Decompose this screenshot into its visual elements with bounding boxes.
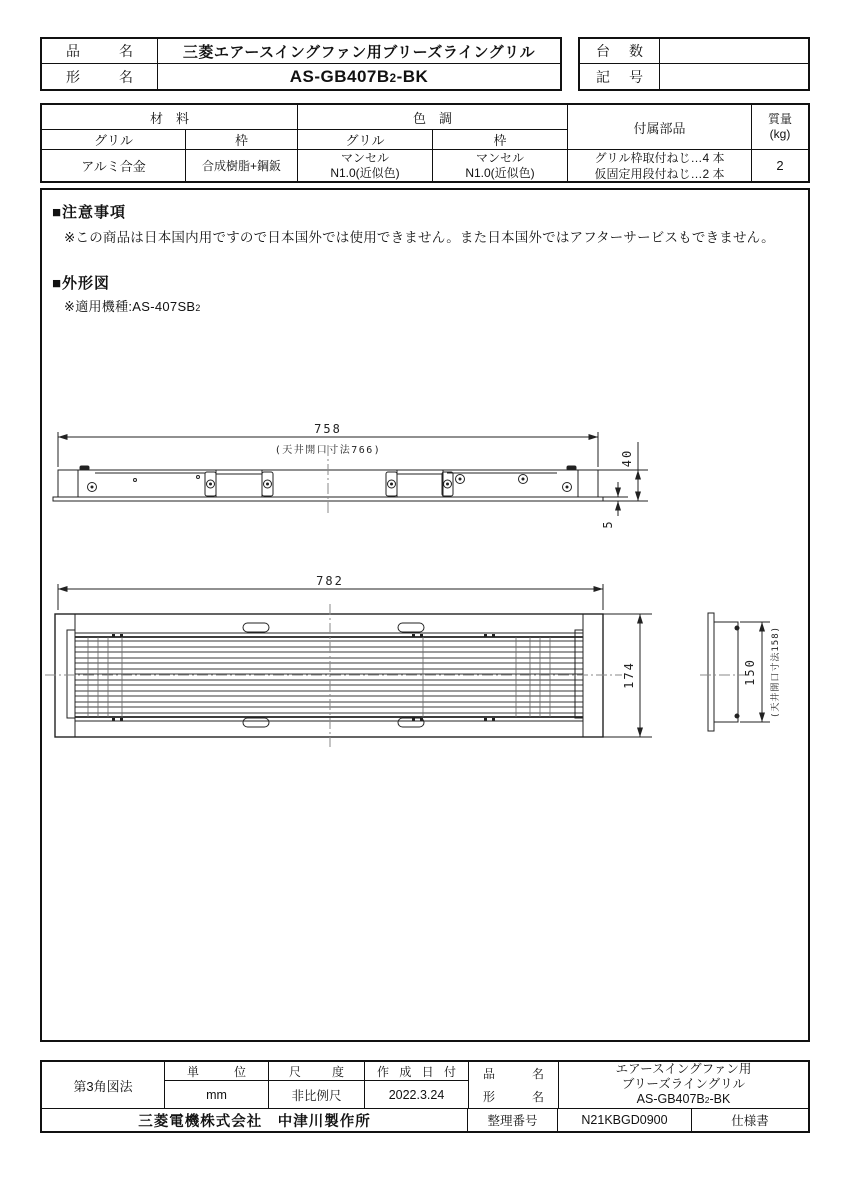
notes-heading: ■注意事項 — [52, 204, 127, 221]
side-view-step-dim: 5 — [601, 519, 615, 529]
projection-label: 第3角図法 — [73, 1078, 133, 1094]
doc-type: 仕様書 — [731, 1114, 769, 1128]
model-name-cell — [158, 64, 560, 89]
side-view-width-dim: 758 — [314, 422, 342, 436]
color-header: 色 調 — [412, 110, 452, 126]
symbol-label: 記号 — [596, 68, 643, 85]
accessories-cell — [568, 150, 752, 181]
side-view-opening-note: (天井開口寸法766) — [274, 445, 382, 456]
footer-product-cell — [559, 1062, 808, 1108]
product-name-cell — [158, 39, 560, 64]
material-header: 材 料 — [149, 110, 189, 126]
mass-header-1: 質量 — [767, 112, 792, 126]
mass-header-cell — [752, 105, 808, 150]
outline-heading: ■外形図 — [52, 275, 111, 292]
symbol-value-cell — [660, 64, 808, 89]
company-name: 三菱電機株式会社 中津川製作所 — [42, 1109, 468, 1131]
date-column — [365, 1062, 469, 1108]
date-value: 2022.3.24 — [388, 1087, 445, 1102]
color-grille-header-cell — [298, 130, 433, 150]
color-grille-subheader: グリル — [345, 133, 385, 148]
footer-product-line1: エアースイングファン用 — [615, 1062, 752, 1076]
scale-value: 非比例尺 — [291, 1088, 342, 1103]
scale-header — [269, 1062, 364, 1081]
quantity-value-cell — [660, 39, 808, 64]
model-label-cell — [42, 64, 158, 89]
accessories-line1: グリル枠取付ねじ…4 本 — [594, 150, 725, 165]
end-view-linework — [700, 613, 770, 731]
material-frame-value: 合成樹脂+鋼鈑 — [201, 159, 281, 173]
quantity-label: 台数 — [596, 43, 643, 59]
title-block-top — [42, 1062, 808, 1108]
notes-body: ※この商品は日本国内用ですので日本国外では使用できません。また日本国外ではアフターサービスもできません。 — [64, 230, 775, 245]
accessories-header: 付属部品 — [633, 120, 686, 136]
color-frame-line2: N1.0(近似色) — [465, 165, 535, 180]
grille-ribs — [88, 637, 550, 717]
front-view-height-dim: 174 — [622, 661, 636, 689]
spec-table — [40, 103, 810, 183]
outline-drawing — [40, 420, 810, 780]
symbol-label-cell — [580, 64, 660, 89]
title-block-bottom — [42, 1108, 808, 1131]
material-frame-cell — [186, 150, 298, 181]
model-label: 形名 — [66, 68, 133, 85]
accessories-header-cell — [568, 105, 752, 150]
unit-value: mm — [206, 1087, 227, 1102]
quantity-symbol-table — [578, 37, 810, 91]
footer-model-label: 形名 — [483, 1090, 544, 1104]
model-name: AS-GB407B2-BK — [289, 66, 429, 86]
end-view-height-dim: 150 — [743, 658, 757, 686]
scale-label: 尺度 — [289, 1064, 344, 1079]
color-header-cell — [298, 105, 568, 130]
footer-product-line2: ブリーズライングリル — [621, 1077, 746, 1091]
color-frame-subheader: 枠 — [493, 133, 507, 148]
accessories-line2: 仮固定用段付ねじ…2 本 — [594, 166, 725, 181]
color-frame-header-cell — [433, 130, 568, 150]
front-view-width-dim: 782 — [316, 574, 344, 588]
footer-product-label: 品名 — [483, 1067, 544, 1081]
product-label: 品名 — [66, 43, 133, 59]
color-frame-line1: マンセル — [475, 150, 524, 165]
product-name: 三菱エアースイングファン用ブリーズライングリル — [182, 43, 536, 61]
unit-label: 単位 — [187, 1064, 246, 1079]
ref-value: N21KBGD0900 — [558, 1109, 692, 1131]
material-grille-cell — [42, 150, 186, 181]
color-grille-line1: マンセル — [340, 150, 389, 165]
side-view-height-dim: 40 — [620, 448, 634, 468]
quantity-label-cell — [580, 39, 660, 64]
material-grille-value: アルミ合金 — [81, 159, 146, 174]
material-grille-header-cell — [42, 130, 186, 150]
footer-product-name — [616, 1062, 752, 1108]
material-header-cell — [42, 105, 298, 130]
end-view-opening-note: (天井開口寸法158) — [771, 625, 781, 719]
front-view-linework — [45, 584, 652, 747]
unit-column — [165, 1062, 269, 1108]
product-header-table — [40, 37, 562, 91]
date-label: 作成日付 — [377, 1064, 456, 1079]
color-frame-cell — [433, 150, 568, 181]
unit-header — [165, 1062, 268, 1081]
date-header — [365, 1062, 468, 1081]
product-label-cell — [42, 39, 158, 64]
projection-cell — [42, 1062, 165, 1108]
title-block — [40, 1060, 810, 1133]
name-model-label-cell — [469, 1062, 559, 1108]
material-frame-subheader: 枠 — [234, 133, 248, 148]
screw-icons — [88, 475, 572, 492]
mass-header-2: (kg) — [769, 127, 791, 141]
color-grille-line2: N1.0(近似色) — [330, 165, 400, 180]
mass-value-cell — [752, 150, 808, 181]
material-grille-subheader: グリル — [93, 133, 133, 148]
ref-label: 整理番号 — [468, 1109, 558, 1131]
material-frame-header-cell — [186, 130, 298, 150]
scale-column — [269, 1062, 365, 1108]
footer-model-line: AS-GB407B2-BK — [636, 1092, 731, 1106]
grille-slats — [75, 641, 583, 713]
mass-value: 2 — [776, 158, 784, 173]
color-grille-cell — [298, 150, 433, 181]
applicable-model: ※適用機種:AS-407SB2 — [64, 299, 201, 314]
